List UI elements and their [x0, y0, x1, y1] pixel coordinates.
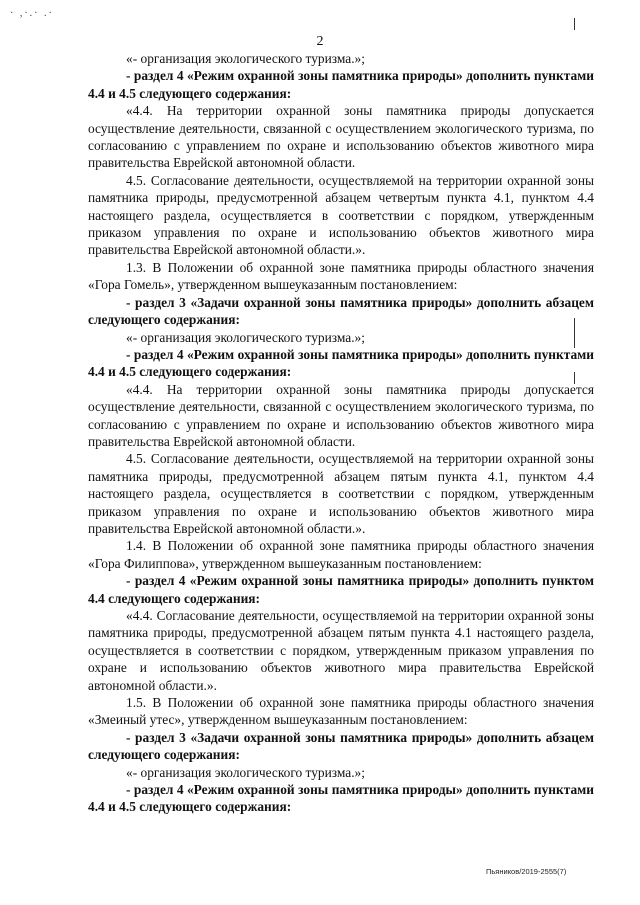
paragraph: 1.3. В Положении об охранной зоне памятника природы областного значения «Гора Гомель», утвержденном вышеуказанным постановлением:: [88, 259, 594, 293]
paragraph: - раздел 4 «Режим охранной зоны памятника природы» дополнить пунктами 4.4 и 4.5 следующего содержания:: [88, 68, 594, 101]
paragraph: - раздел 3 «Задачи охранной зоны памятника природы» дополнить абзацем следующего содержания:: [88, 729, 594, 763]
document-registration-code: Пьяников/2019-2555(7): [486, 867, 567, 876]
paragraph: «4.4. Согласование деятельности, осуществляемой на территории охранной зоны памятника природы, предусмотренной абзацем пятым пункта 4.1 настоящего раздела, осуществляется в соответствии с порядком, утвержденным приказом управления по охране и использованию объектов животного мира правительства Еврейской автономной области.».: [88, 608, 594, 693]
paragraph: «- организация экологического туризма.»;: [126, 764, 365, 780]
paragraph: «- организация экологического туризма.»;: [126, 51, 365, 66]
paragraph: 4.5. Согласование деятельности, осуществляемой на территории охранной зоны памятника природы, предусмотренной абзацем четвертым пункта 4.1, пунктом 4.4 настоящего раздела, осуществляется в соответствии с порядком, утвержденным приказом управления по охране и использованию объектов животного мира правительства Еврейской автономной области.».: [88, 172, 594, 258]
scan-corner-marks: · ,·.· .·: [10, 8, 54, 19]
page-number: 2: [316, 34, 324, 49]
paragraph: «4.4. На территории охранной зоны памятника природы допускается осуществление деятельности, связанной с осуществлением экологического туризма, по согласованию с управлением по охране и использованию объектов животного мира правительства Еврейской автономной области.: [88, 103, 594, 171]
paragraph: - раздел 4 «Режим охранной зоны памятника природы» дополнить пунктами 4.4 и 4.5 следующего содержания:: [88, 346, 594, 380]
scan-edge-mark: [574, 18, 575, 30]
paragraph: «4.4. На территории охранной зоны памятника природы допускается осуществление деятельности, связанной с осуществлением экологического туризма, по согласованию с управлением по охране и использованию объектов животного мира правительства Еврейской автономной области.: [88, 381, 594, 449]
paragraph: - раздел 4 «Режим охранной зоны памятника природы» дополнить пунктами 4.4 и 4.5 следующего содержания:: [88, 782, 594, 815]
paragraph: 4.5. Согласование деятельности, осуществляемой на территории охранной зоны памятника природы, предусмотренной абзацем пятым пункта 4.1, пунктом 4.4 настоящего раздела, осуществляется в соответствии с порядком, утвержденным приказом управления по охране и использованию объектов животного мира правительства Еврейской автономной области.».: [88, 451, 594, 536]
paragraph: 1.5. В Положении об охранной зоне памятника природы областного значения «Змеиный утес», утвержденном вышеуказанным постановлением:: [88, 695, 594, 728]
paragraph: «- организация экологического туризма.»;: [126, 329, 365, 345]
paragraph: - раздел 4 «Режим охранной зоны памятника природы» дополнить пунктом 4.4 следующего содержания:: [88, 573, 594, 606]
paragraph: - раздел 3 «Задачи охранной зоны памятника природы» дополнить абзацем следующего содержания:: [88, 294, 594, 328]
document-body: [88, 50, 594, 816]
paragraph: 1.4. В Положении об охранной зоне памятника природы областного значения «Гора Филиппова», утвержденном вышеуказанным постановлением:: [88, 538, 594, 571]
